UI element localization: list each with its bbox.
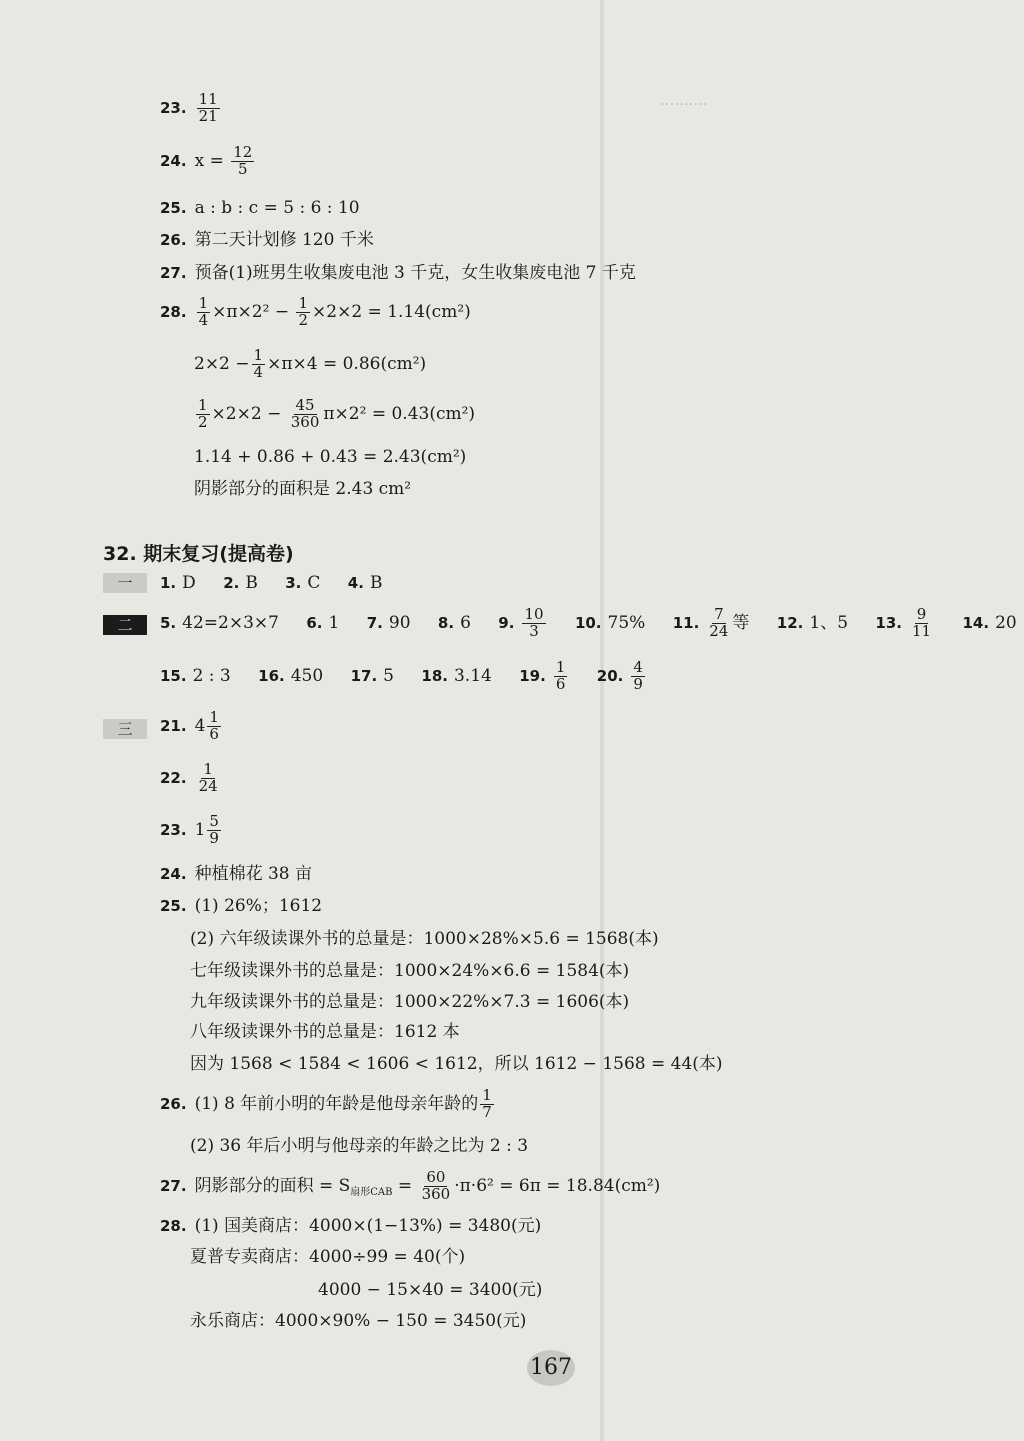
- part-two-tag: 二: [103, 615, 147, 635]
- answer-26: 26. 第二天计划修 120 千米: [160, 230, 374, 250]
- bleed-through: ··········: [660, 95, 708, 113]
- answer-s23: 23. 1 $\frac{5}{9}$: [160, 812, 219, 847]
- part-two-answers-row1: 5. 42=2×3×7 6. 1 7. 90 8. 6 9. $\frac{10}{3}$ 10. 75% 11. $\frac{7}{24}$ 等 12. 1、5 13. $\frac{9}{11}$ 14. 20: [160, 605, 1017, 640]
- answer-s25-line4: 九年级读课外书的总量是：1000×22%×7.3 = 1606(本): [190, 992, 630, 1012]
- part-two-answers-row2: 15. 2 : 3 16. 450 17. 5 18. 3.14 19. $\frac{1}{6}$ 20. $\frac{4}{9}$: [160, 658, 643, 693]
- answer-28-line2: 2×2 − $\frac{1}{4}$ ×π×4 = 0.86(cm²): [194, 346, 427, 381]
- answer-28-line1: 28. $\frac{1}{4}$ ×π×2² − $\frac{1}{2}$ ×2×2 = 1.14(cm²): [160, 294, 471, 329]
- part-three-tag: 三: [103, 719, 147, 739]
- page-number: 167: [527, 1350, 575, 1386]
- answer-s26-line1: 26. (1) 8 年前小明的年龄是他母亲年龄的 $\frac{1}{7}$: [160, 1086, 492, 1121]
- answer-s22: 22. $\frac{1}{24}$: [160, 760, 218, 795]
- page-fold: [600, 0, 604, 1441]
- answer-s25-line2: (2) 六年级读课外书的总量是：1000×28%×5.6 = 1568(本): [190, 929, 659, 949]
- answer-s28-line3: 4000 − 15×40 = 3400(元): [318, 1280, 543, 1300]
- answer-s25-line1: 25. (1) 26%；1612: [160, 896, 323, 916]
- answer-s28-line1: 28. (1) 国美商店：4000×(1−13%) = 3480(元): [160, 1216, 542, 1236]
- section-title: 32. 期末复习(提高卷): [103, 543, 294, 565]
- answer-23: 23. $\frac{11}{21}$: [160, 90, 218, 125]
- answer-s25-line6: 因为 1568 < 1584 < 1606 < 1612，所以 1612 − 1568 = 44(本): [190, 1054, 723, 1074]
- answer-s25-line3: 七年级读课外书的总量是：1000×24%×6.6 = 1584(本): [190, 961, 630, 981]
- answer-28-line4: 1.14 + 0.86 + 0.43 = 2.43(cm²): [194, 447, 467, 467]
- answer-s24: 24. 种植棉花 38 亩: [160, 864, 313, 884]
- answer-25: 25. a : b : c = 5 : 6 : 10: [160, 198, 360, 218]
- answer-s26-line2: (2) 36 年后小明与他母亲的年龄之比为 2 : 3: [190, 1136, 529, 1156]
- answer-s21: 21. 4 $\frac{1}{6}$: [160, 708, 219, 743]
- answer-24: 24. x = $\frac{12}{5}$: [160, 143, 253, 178]
- answer-s27: 27. 阴影部分的面积 = $S_{扇形CAB}$ = $\frac{60}{360}$ ·π·6² = 6π = 18.84(cm²): [160, 1168, 661, 1203]
- part-one-tag: 一: [103, 573, 147, 593]
- answer-s28-line4: 永乐商店：4000×90% − 150 = 3450(元): [190, 1311, 527, 1331]
- part-one-answers: 1. D 2. B 3. C 4. B: [160, 573, 383, 593]
- answer-27: 27. 预备(1)班男生收集废电池 3 千克，女生收集废电池 7 千克: [160, 263, 636, 283]
- answer-s25-line5: 八年级读课外书的总量是：1612 本: [190, 1022, 460, 1042]
- answer-s28-line2: 夏普专卖商店：4000÷99 = 40(个): [190, 1247, 466, 1267]
- answer-28-line5: 阴影部分的面积是 2.43 cm²: [194, 479, 412, 499]
- answer-28-line3: $\frac{1}{2}$ ×2×2 − $\frac{45}{360}$ π×2² = 0.43(cm²): [198, 396, 476, 431]
